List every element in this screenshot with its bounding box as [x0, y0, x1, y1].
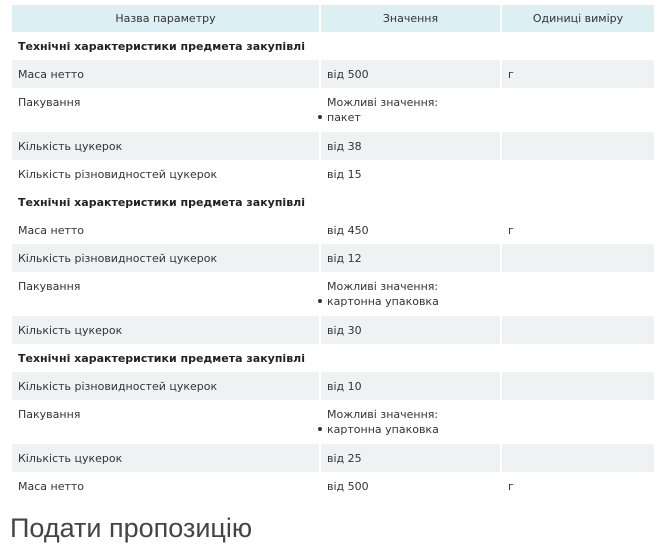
section-header-row [12, 32, 654, 60]
param-name-cell: Кількість різновидностей цукерок [12, 244, 319, 272]
possible-values-list [327, 295, 494, 308]
header-value: Значення [321, 5, 500, 32]
table-row [12, 88, 654, 132]
param-name-cell: Кількість цукерок [12, 444, 319, 472]
param-unit-cell: г [508, 480, 514, 493]
param-name-cell: Маса нетто [18, 480, 85, 493]
param-name-cell: Пакування [18, 408, 81, 421]
param-name-cell: Пакування [18, 280, 81, 293]
option-text: картонна упаковка [327, 423, 439, 436]
bullet-icon [318, 299, 322, 303]
table-body [12, 32, 654, 500]
param-unit-cell: г [508, 224, 514, 237]
param-value-cell [321, 88, 500, 132]
possible-values-list [327, 111, 494, 124]
bullet-icon [318, 115, 322, 119]
table-row [12, 444, 654, 472]
table-row [12, 160, 654, 188]
option-text: пакет [327, 111, 361, 124]
param-value-cell: від 450 [327, 224, 369, 237]
param-unit-cell [502, 244, 654, 272]
param-value-cell: від 25 [321, 444, 500, 472]
param-value-cell [321, 272, 500, 316]
param-name-cell: Маса нетто [18, 224, 85, 237]
section-header-row [12, 188, 654, 216]
param-value-cell: від 500 [321, 60, 500, 88]
param-value-cell: від 38 [321, 132, 500, 160]
param-name-cell: Кількість різновидностей цукерок [18, 168, 218, 181]
list-item [327, 423, 494, 436]
param-unit-cell [502, 272, 654, 316]
possible-values-label: Можливі значення: [327, 408, 439, 421]
param-unit-cell [502, 444, 654, 472]
section-title: Технічні характеристики предмета закупівлі [12, 344, 654, 372]
submit-proposal-heading: Подати пропозицію [10, 513, 253, 543]
header-param-name: Назва параметру [12, 5, 319, 32]
table-row [12, 372, 654, 400]
param-name-cell: Маса нетто [12, 60, 319, 88]
option-text: картонна упаковка [327, 295, 439, 308]
param-name-cell: Кількість цукерок [12, 316, 319, 344]
param-unit-cell [502, 372, 654, 400]
list-item [327, 295, 494, 308]
section-title: Технічні характеристики предмета закупівлі [12, 32, 654, 60]
table-row [12, 60, 654, 88]
param-unit-cell [502, 160, 654, 188]
param-value-cell: від 15 [327, 168, 362, 181]
possible-values-list [327, 423, 494, 436]
table-row [12, 316, 654, 344]
param-value-cell: від 500 [327, 480, 369, 493]
param-unit-cell [502, 316, 654, 344]
specs-table-container [10, 5, 656, 500]
param-unit-cell [502, 400, 654, 444]
list-item [327, 111, 494, 124]
table-row [12, 132, 654, 160]
table-row [12, 216, 654, 244]
table-row [12, 272, 654, 316]
section-title: Технічні характеристики предмета закупівлі [12, 188, 654, 216]
param-unit-cell [502, 88, 654, 132]
possible-values-label: Можливі значення: [327, 280, 439, 293]
param-value-cell: від 12 [321, 244, 500, 272]
param-value-cell [321, 400, 500, 444]
param-unit-cell [502, 132, 654, 160]
param-value-cell: від 30 [321, 316, 500, 344]
section-header-row [12, 344, 654, 372]
table-row [12, 472, 654, 500]
table-row [12, 400, 654, 444]
specs-table [10, 5, 656, 500]
param-name-cell: Пакування [18, 96, 81, 109]
table-row [12, 244, 654, 272]
param-unit-cell: г [502, 60, 654, 88]
param-value-cell: від 10 [321, 372, 500, 400]
table-header-row [12, 5, 654, 32]
param-name-cell: Кількість різновидностей цукерок [12, 372, 319, 400]
bullet-icon [318, 427, 322, 431]
header-unit: Одиниці виміру [502, 5, 654, 32]
possible-values-label: Можливі значення: [327, 96, 439, 109]
param-name-cell: Кількість цукерок [12, 132, 319, 160]
